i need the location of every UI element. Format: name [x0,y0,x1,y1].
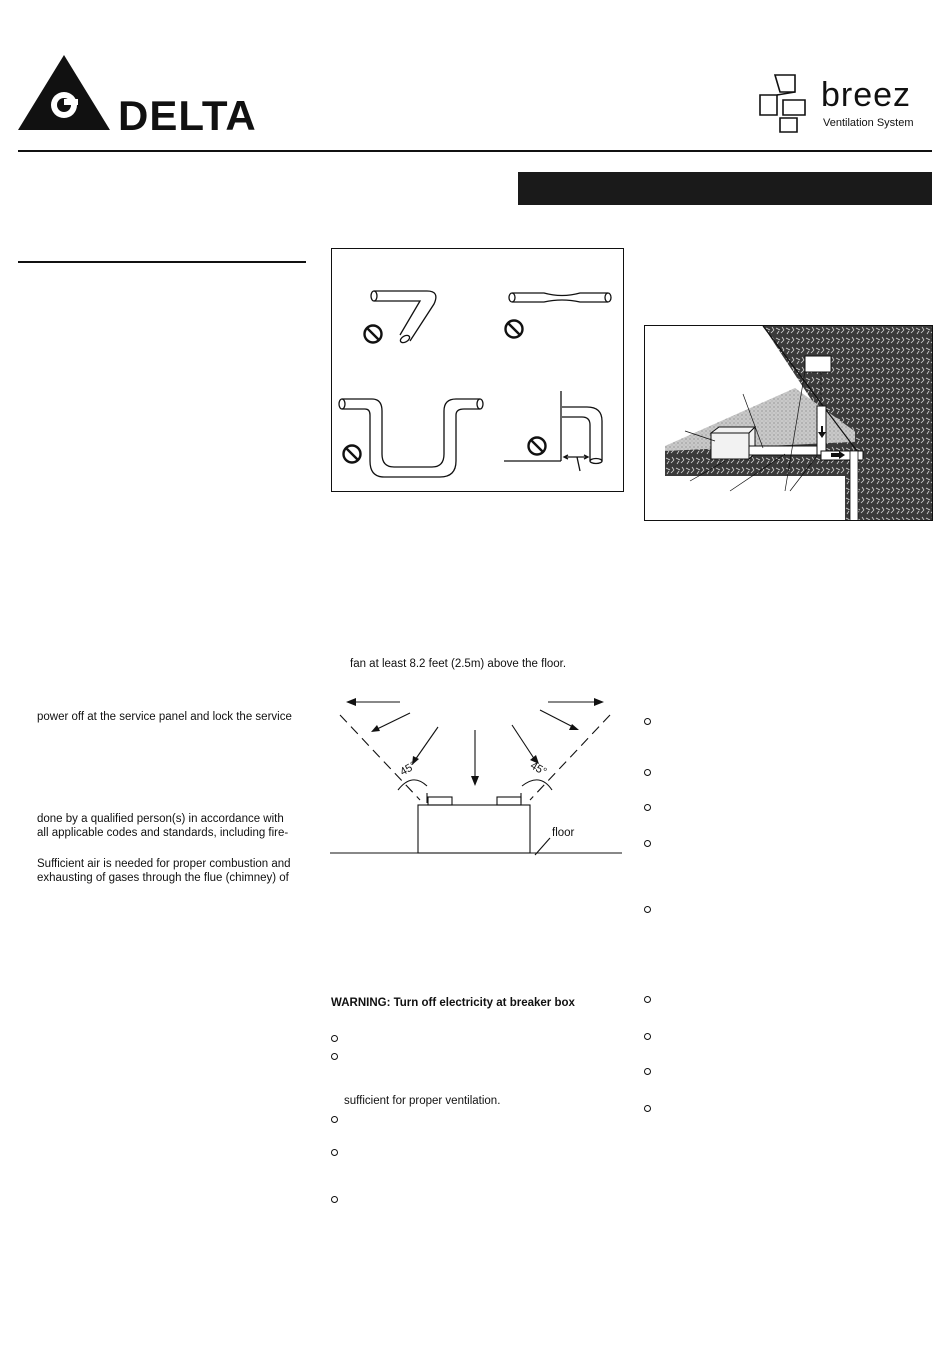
bullet-icon [331,1196,338,1203]
bullet-icon [331,1035,338,1042]
bullet-icon [331,1149,338,1156]
qualified-text-1: done by a qualified person(s) in accordance with [37,813,284,825]
bullet-icon [644,1068,651,1075]
angle-label-right: 45° [528,759,549,779]
header-rule [18,150,932,152]
bullet-icon [644,718,651,725]
bullet-icon [644,906,651,913]
delta-wordmark: DELTA [118,92,257,135]
prohibition-icon [529,438,546,455]
mounting-clearance-diagram [330,690,625,860]
prohibition-icon [344,446,361,463]
bullet-icon [644,1105,651,1112]
power-off-text: power off at the service panel and lock the service [37,711,292,723]
bullet-icon [331,1116,338,1123]
warning-text: WARNING: Turn off electricity at breaker box [331,997,575,1009]
sufficient-text-1: Sufficient air is needed for proper combustion and [37,858,291,870]
ventilation-text: sufficient for proper ventilation. [344,1095,501,1107]
bullet-icon [644,996,651,1003]
section-title-bar [518,172,932,205]
duct-warning-diagram [331,248,624,492]
bullet-icon [644,840,651,847]
angle-label-left: 45° [398,759,419,779]
breez-logo [755,70,935,135]
bullet-icon [644,1033,651,1040]
bullet-icon [644,804,651,811]
prohibition-icon [506,321,523,338]
delta-logo [18,55,263,135]
bullet-icon [331,1053,338,1060]
prohibition-icon [365,326,382,343]
sufficient-text-2: exhausting of gases through the flue (chimney) of [37,872,289,884]
breez-wordmark: breez [821,76,912,114]
left-column-rule [18,261,306,263]
delta-triangle-icon [18,55,263,135]
qualified-text-2: all applicable codes and standards, including fire- [37,827,289,839]
breez-tagline: Ventilation System [823,117,914,129]
attic-installation-diagram [644,325,933,521]
floor-label: floor [552,827,575,839]
bullet-icon [644,769,651,776]
mount-height-text: fan at least 8.2 feet (2.5m) above the floor. [350,658,567,670]
